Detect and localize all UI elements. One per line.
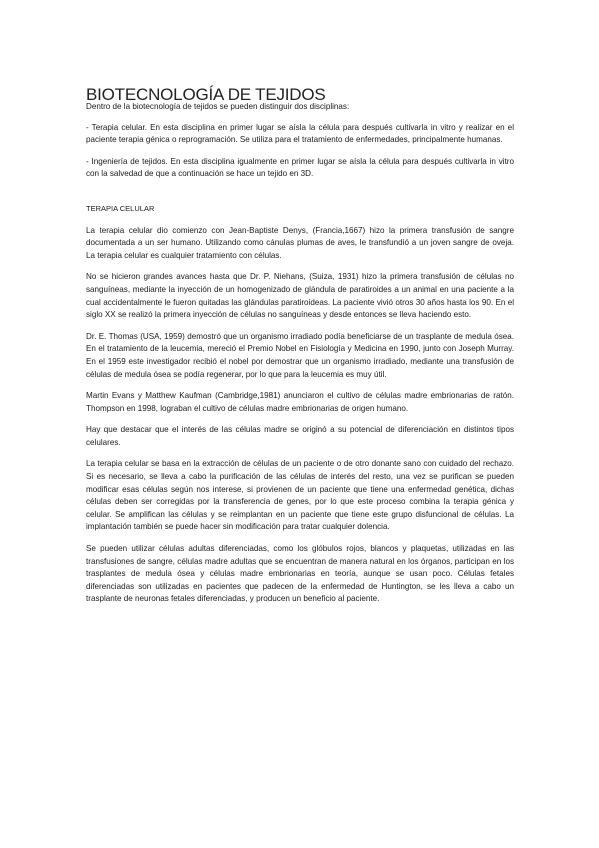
body-paragraph: La terapia celular dio comienzo con Jean-Baptiste Denys, (Francia,1667) hizo la primera transfusión de sangre documentada a un ser humano. Utilizando como cánulas plumas de aves, le transfundió a un joven sangre de oveja. La terapia celular es cualquier tratamiento con células. [86,225,514,260]
intro-paragraph: Dentro de la biotecnología de tejidos se pueden distinguir dos disciplinas: [86,102,350,111]
body-paragraph: La terapia celular se basa en la extracción de células de un paciente o de otro donante sano con cuidado del rechazo. Si es necesario, se lleva a cabo la purificación de las células de interés del resto, una vez se purifican se pueden modificar esas células según nos interese, si provienen de un paciente que tiene una enfermedad genética, dichas células deben ser corregidas por la transferencia de genes, por lo que este proceso combina la terapia génica y celular. Se amplifican las células y se reimplantan en un paciente que tiene este grupo disfuncional de células. La implantación también se puede hacer sin modificación para tratar cualquier dolencia. [86,459,514,532]
body-paragraph: No se hicieron grandes avances hasta que Dr. P. Niehans, (Suiza, 1931) hizo la primera transfusión de células no sanguíneas, mediante la inyección de un homogenizado de glándula de paratiroides a un animal en una paciente a la cual accidentalmente le fueron quitadas las glándulas paratiroideas. La paciente vivió otros 30 años hasta los 90. En el siglo XX se realizó la primera inyección de células no sanguíneas y desde entonces se lleva haciendo esto. [86,272,514,320]
discipline-paragraph: - Terapia celular. En esta disciplina en primer lugar se aísla la célula para después cultivarla in vitro y realizar en el paciente terapia génica o reprogramación. Se utiliza para el tratamiento de enfermedades, principalmente humanas. [86,122,514,145]
document-body [86,101,514,615]
section-heading: TERAPIA CELULAR [86,203,155,213]
document-title: BIOTECNOLOGÍA DE TEJIDOS [86,85,326,105]
body-paragraph: Se pueden utilizar células adultas diferenciadas, como los glóbulos rojos, blancos y plaquetas, utilizadas en las transfusiones de sangre, células madre adultas que se encuentran de manera natural en los órganos, participan en los trasplantes de medula ósea y células madre embrionarias en teoría, aunque se usan poco. Células fetales diferenciadas son utilizadas en pacientes que padecen de la enfermedad de Huntington, se les lleva a cabo un trasplante de neuronas fetales diferenciadas, y producen un beneficio al paciente. [86,544,514,604]
body-paragraph: Martin Evans y Matthew Kaufman (Cambridge,1981) anunciaron el cultivo de células madre embrionarias de ratón. Thompson en 1998, lograban el cultivo de células madre embrionarias de origen humano. [86,391,514,413]
discipline-paragraph: - Ingeniería de tejidos. En esta disciplina igualmente en primer lugar se aísla la célula para después cultivarla in vitro con la salvedad de que a continuación se hace un tejido en 3D. [86,156,514,179]
body-paragraph: Hay que destacar que el interés de las células madre se originó a su potencial de diferenciación en distintos tipos celulares. [86,425,514,447]
body-paragraph: Dr. E. Thomas (USA, 1959) demostró que un organismo irradiado podía beneficiarse de un trasplante de medula ósea. En el tratamiento de la leucemia, mereció el Premio Nobel en Fisiología y Medicina en 1990, junto con Joseph Murray. En el 1959 este investigador recibió el nobel por demostrar que un organismo irradiado, mediante una transfusión de células de medula ósea se podía regenerar, por lo que para la leucemia es muy útil. [86,331,514,379]
